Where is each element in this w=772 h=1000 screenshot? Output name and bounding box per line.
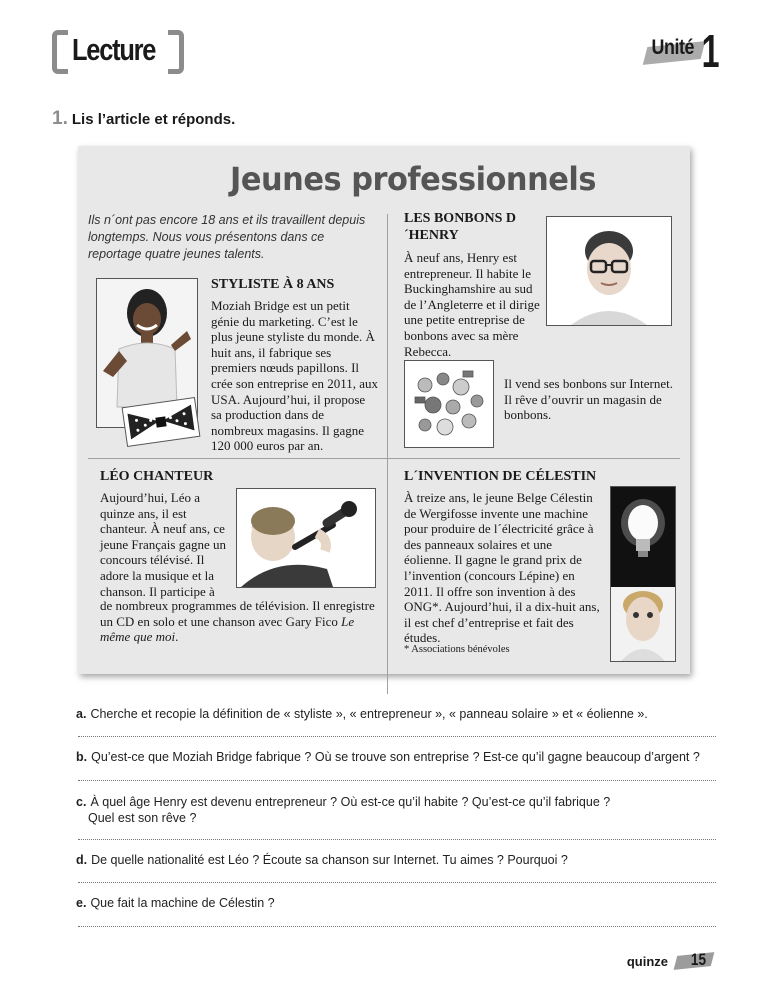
- candy-photo: [404, 360, 494, 448]
- question-text: De quelle nationalité est Léo ? Écoute sa chanson sur Internet. Tu aimes ? Pourquoi ?: [91, 853, 568, 867]
- section-body-henry: À neuf ans, Henry est entrepreneur. Il habite le Buckinghamshire au sud de l’Angleterre et il dirige une petite entreprise de bonbons avec sa mère Rebecca.: [404, 250, 540, 359]
- section-body-henry-2: Il vend ses bonbons sur Internet. Il rêve d’ouvrir un magasin de bonbons.: [504, 376, 673, 423]
- leo-body-text: de nombreux programmes de télévision. Il enregistre un CD en solo et une chanson avec Gary Fico: [100, 598, 375, 629]
- column-divider: [387, 214, 388, 694]
- page-number: 15: [690, 950, 707, 969]
- exercise-number: 1.: [52, 108, 68, 129]
- question-c: [76, 794, 610, 826]
- section-body-styliste: Moziah Bridge est un petit génie du marketing. C’est le plus jeune styliste du monde. À huit ans, il fabrique ses premiers nœuds papillons. Il crée son entreprise en 2011, aux USA. Aujourd’hui, il propose sa production dans de nombreux magasins. Il gagne 120 000 euros par an.: [211, 298, 379, 454]
- exercise-instruction: [52, 108, 235, 130]
- boy-glasses-photo: [546, 216, 672, 326]
- question-text: À quel âge Henry est devenu entrepreneur ? Où est-ce qu’il habite ? Qu’est-ce qu’il fabrique ?: [90, 795, 611, 809]
- question-text: Cherche et recopie la définition de « styliste », « entrepreneur », « panneau solaire » et « éolienne ».: [90, 707, 648, 721]
- article-intro: Ils n´ont pas encore 18 ans et ils travaillent depuis longtemps. Nous vous présentons dans ce reportage quatre jeunes talents.: [88, 213, 366, 261]
- section-body-leo-short: Aujourd’hui, Léo a quinze ans, il est chanteur. À neuf ans, ce jeune Français gagne un concours télévisé. Il adore la musique et la chanson. Il participe à: [100, 490, 226, 599]
- section-title: Lecture: [72, 32, 156, 67]
- answer-line-e[interactable]: [78, 926, 716, 927]
- question-letter: c.: [76, 795, 87, 809]
- question-letter: d.: [76, 853, 88, 867]
- answer-line-d[interactable]: [78, 882, 716, 883]
- exercise-text: Lis l’article et réponds.: [71, 111, 236, 128]
- unit-number: 1: [702, 25, 720, 77]
- unit-label: Unité: [651, 36, 694, 59]
- right-bracket: [168, 30, 184, 74]
- question-text: Que fait la machine de Célestin ?: [90, 896, 275, 910]
- section-heading-celestin: L´INVENTION DE CÉLESTIN: [404, 469, 597, 484]
- section-body-leo-long: [100, 598, 380, 645]
- question-letter: a.: [76, 707, 87, 721]
- answer-line-b[interactable]: [78, 780, 716, 781]
- boy-singing-photo: [236, 488, 376, 588]
- question-letter: b.: [76, 750, 88, 764]
- page-word: quinze: [626, 954, 668, 969]
- question-text: Qu’est-ce que Moziah Bridge fabrique ? Où se trouve son entreprise ? Est-ce qu’il gagne beaucoup d’argent ?: [91, 750, 700, 764]
- question-a: [76, 706, 648, 722]
- question-d: [76, 852, 568, 868]
- section-heading-henry: LES BONBONS D´HENRY: [404, 211, 517, 243]
- question-b: [76, 749, 700, 765]
- section-heading-styliste: STYLISTE À 8 ANS: [211, 277, 335, 292]
- left-bracket: [52, 30, 68, 74]
- question-text-2: Quel est son rêve ?: [88, 811, 197, 825]
- article-panel: [78, 146, 690, 674]
- answer-line-a[interactable]: [78, 736, 716, 737]
- unit-marker: [610, 22, 720, 77]
- section-body-celestin: À treize ans, le jeune Belge Célestin de Wergifosse invente une machine pour produire de l´électricité grâce à des panneaux solaires et une éolienne. Il gagne le grand prix de l’invention (concours Lépine) en 2011. Il offre son invention à des ONG*. Aujourd’hui, il a dix-huit ans, il est chef d’entreprise et fait des études.: [404, 490, 600, 646]
- row-divider: [88, 458, 680, 459]
- article-title: Jeunes professionnels: [230, 160, 596, 198]
- question-letter: e.: [76, 896, 87, 910]
- section-header: [52, 30, 184, 74]
- question-e: [76, 895, 275, 911]
- answer-line-c[interactable]: [78, 839, 716, 840]
- footnote: * Associations bénévoles: [404, 644, 510, 655]
- leo-body-end: .: [175, 629, 179, 645]
- song-title: Le même que moi: [100, 613, 355, 645]
- bulb-man-photo: [610, 486, 676, 662]
- section-heading-leo: LÉO CHANTEUR: [100, 469, 214, 484]
